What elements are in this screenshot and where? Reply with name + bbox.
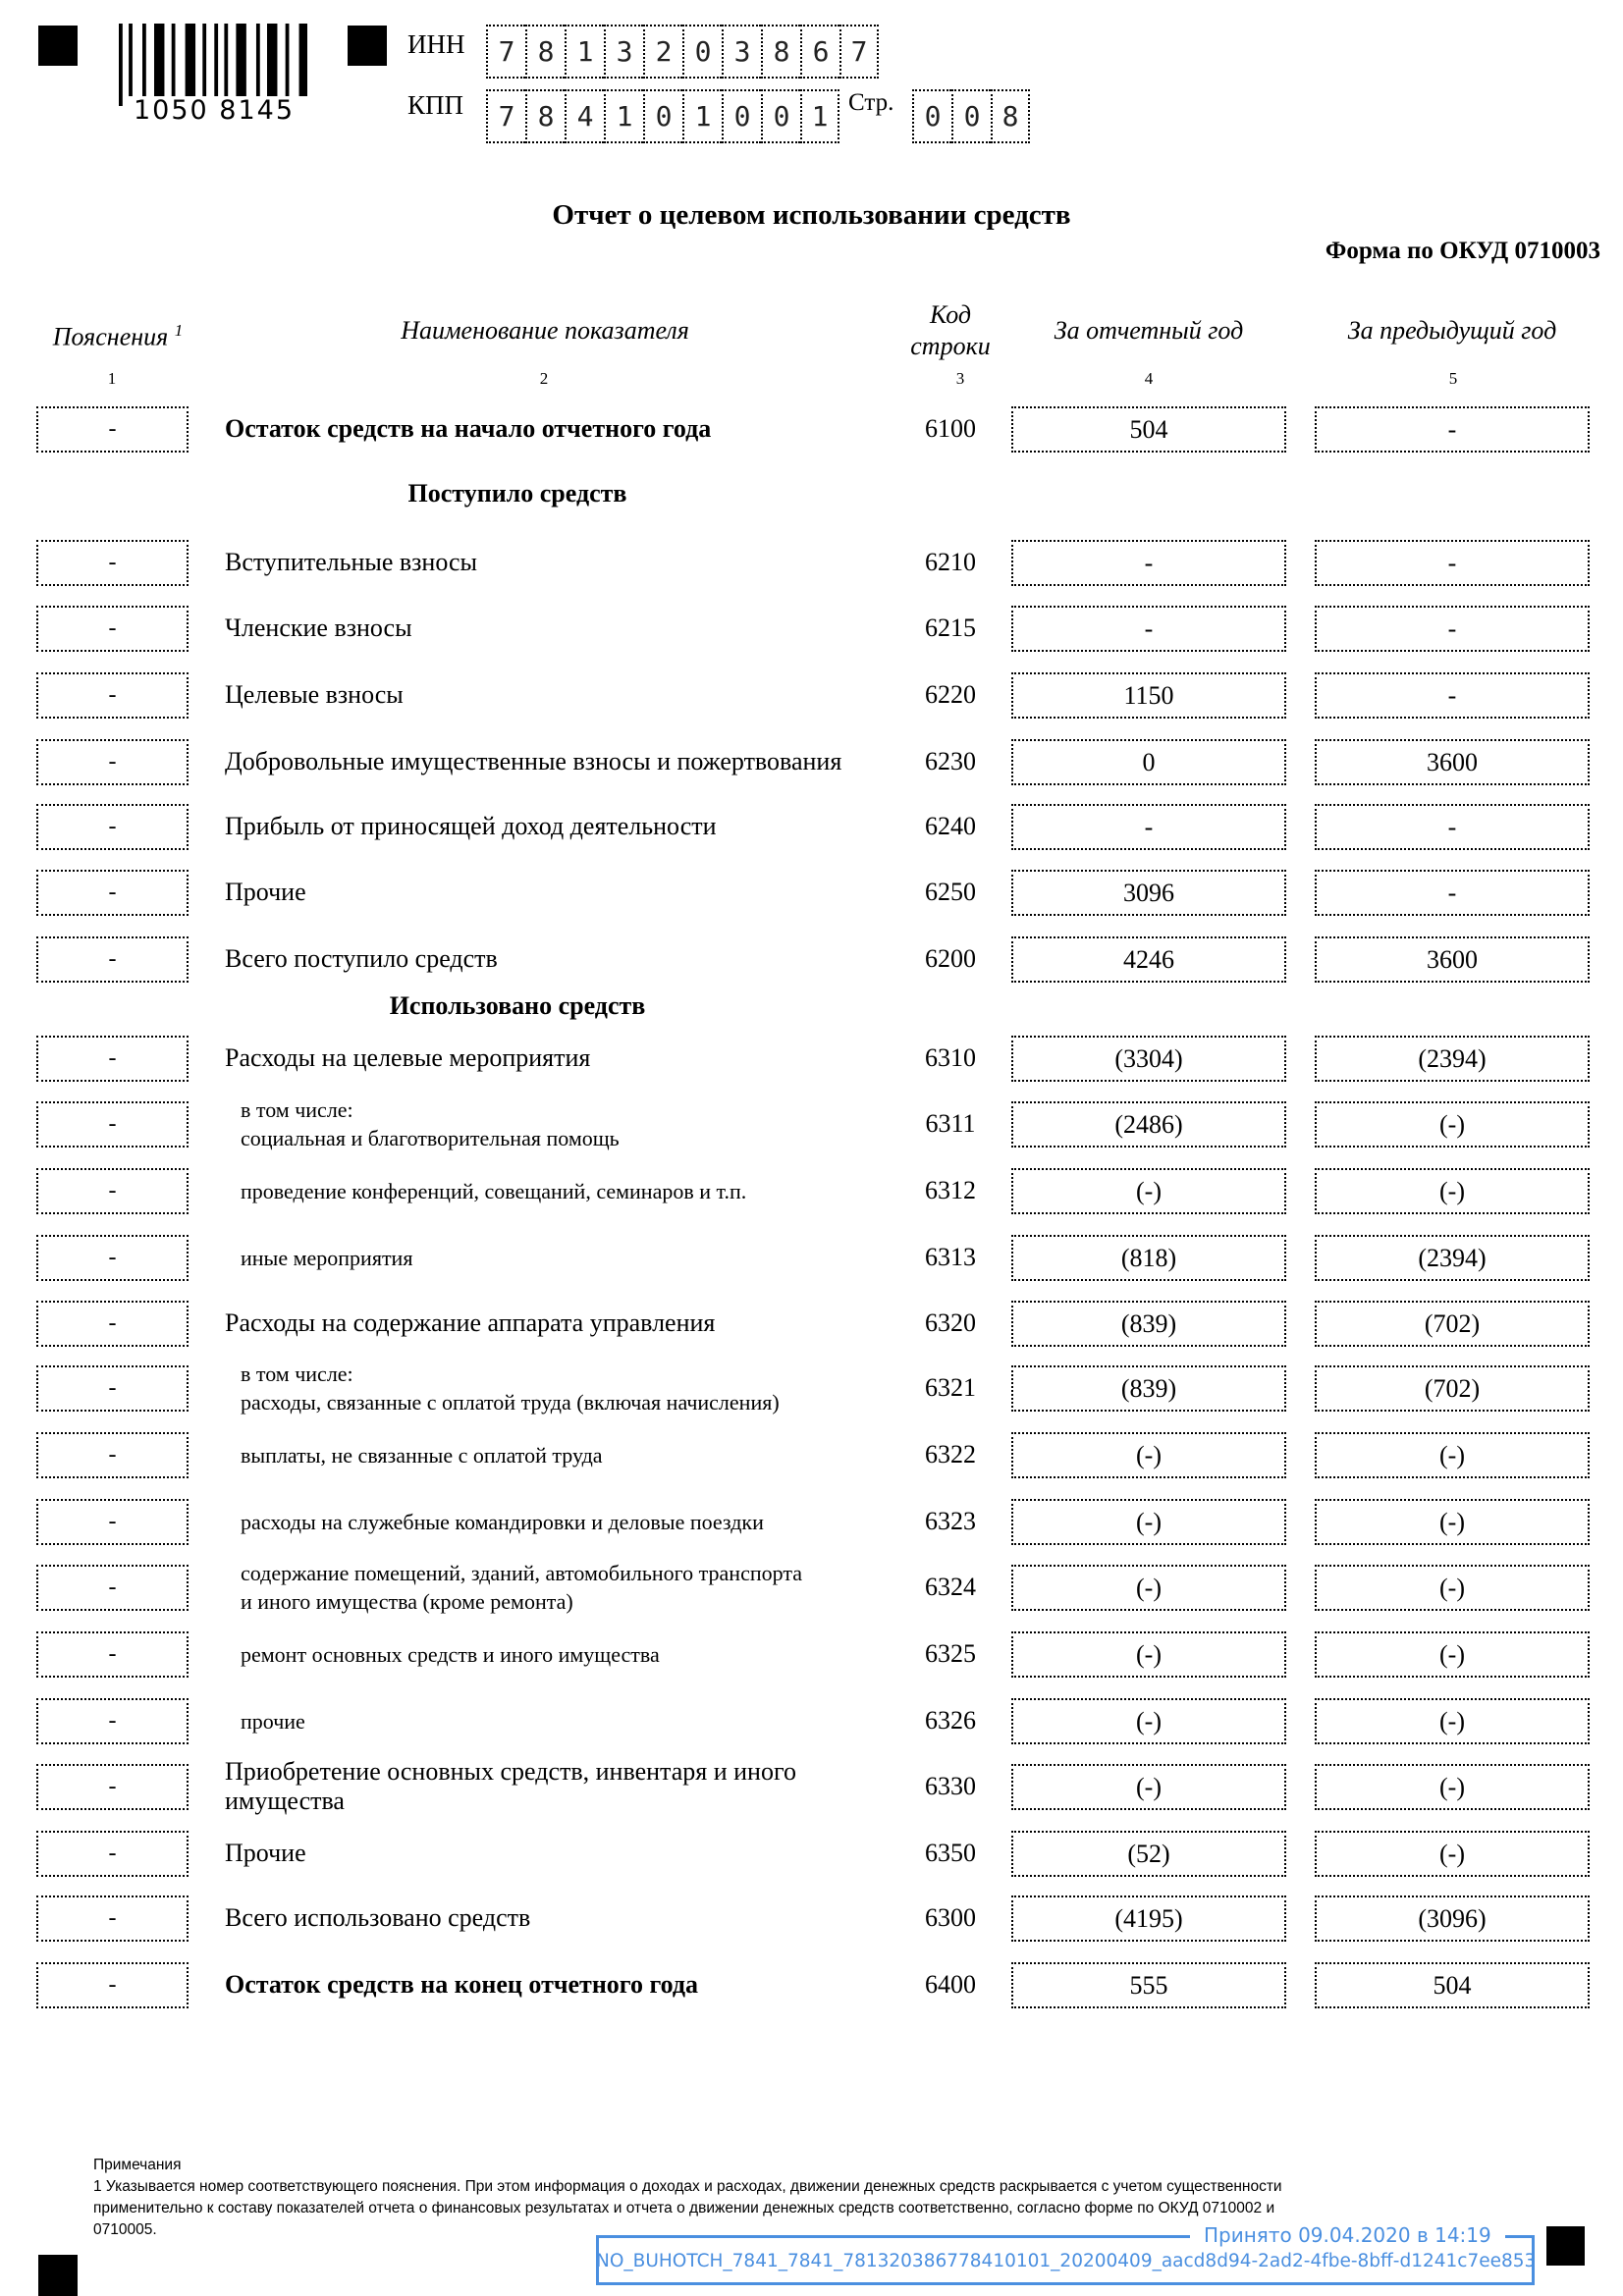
indicator-name-line: прочие: [241, 1708, 305, 1734]
indicator-name: [225, 737, 841, 786]
column-header-code: Код строки: [910, 300, 991, 360]
previous-year-value: (-): [1315, 1499, 1590, 1545]
previous-year-value: -: [1315, 804, 1590, 850]
column-header-indicator: Наименование показателя: [401, 316, 689, 345]
current-year-value: (-): [1011, 1168, 1286, 1214]
indicator-name: [225, 934, 498, 984]
previous-year-value: (-): [1315, 1565, 1590, 1611]
barcode-bar: [154, 24, 164, 96]
explanation-cell: -: [36, 1499, 189, 1545]
table-row: [0, 404, 1623, 454]
inn-label: ИНН: [407, 29, 465, 59]
indicator-name-line: иные мероприятия: [241, 1245, 413, 1270]
line-code: 6312: [925, 1176, 976, 1204]
kpp-digit: 0: [761, 89, 800, 143]
indicator-name: [225, 1299, 715, 1348]
column-number-2: 2: [539, 369, 549, 388]
table-row: [0, 802, 1623, 851]
indicator-name-line: Членские взносы: [225, 614, 412, 642]
section-heading-received: Поступило средств: [407, 479, 627, 507]
indicator-name: [225, 538, 477, 587]
barcode-bar: [224, 24, 228, 96]
footnote-marker: 1: [174, 321, 184, 340]
line-code: 6200: [925, 944, 976, 973]
previous-year-value: (-): [1315, 1432, 1590, 1478]
indicator-name-line: расходы на служебные командировки и деловые поездки: [241, 1509, 764, 1534]
previous-year-value: 3600: [1315, 936, 1590, 983]
line-code: 6210: [925, 548, 976, 576]
column-number-5: 5: [1448, 369, 1458, 388]
column-header-previous-year: За предыдущий год: [1347, 316, 1557, 345]
page-label: Стр.: [848, 89, 894, 116]
table-row: [0, 1629, 1623, 1679]
current-year-value: (-): [1011, 1565, 1286, 1611]
barcode-bar: [142, 24, 146, 96]
current-year-value: (2486): [1011, 1101, 1286, 1148]
explanation-cell: -: [36, 406, 189, 453]
table-row: [0, 1299, 1623, 1348]
current-year-value: -: [1011, 606, 1286, 652]
kpp-digit: 1: [682, 89, 722, 143]
form-code: Форма по ОКУД 0710003: [1325, 238, 1600, 264]
column-number-1: 1: [107, 369, 117, 388]
explanation-cell: -: [36, 1036, 189, 1082]
page-digit: 0: [951, 89, 991, 143]
indicator-name-line: Прочие: [225, 1839, 306, 1867]
previous-year-value: -: [1315, 606, 1590, 652]
inn-digit: 8: [525, 25, 565, 79]
indicator-name: [241, 1233, 412, 1282]
previous-year-value: 504: [1315, 1962, 1590, 2008]
indicator-name-line: и иного имущества (кроме ремонта): [241, 1589, 573, 1614]
table-row: [0, 1233, 1623, 1282]
indicator-name: [225, 670, 404, 720]
registration-mark-top-middle: [348, 26, 387, 66]
section-heading-used: Использовано средств: [389, 991, 646, 1020]
explanation-cell: -: [36, 1962, 189, 2008]
indicator-name: [241, 1563, 802, 1612]
indicator-name-line: Приобретение основных средств, инвентаря и иного: [225, 1757, 796, 1786]
current-year-value: (-): [1011, 1698, 1286, 1744]
kpp-digit: 1: [604, 89, 643, 143]
barcode-bar: [286, 24, 290, 96]
current-year-value: -: [1011, 804, 1286, 850]
explanation-cell: -: [36, 936, 189, 983]
previous-year-value: (3096): [1315, 1896, 1590, 1942]
previous-year-value: (-): [1315, 1831, 1590, 1877]
explanation-cell: -: [36, 739, 189, 785]
table-row: [0, 1829, 1623, 1878]
acceptance-stamp-filename: NO_BUHOTCH_7841_7841_781320386778410101_20200409_aacd8d94-2ad2-4fbe-8bff-d1241c7ee853: [596, 2251, 1537, 2271]
kpp-label: КПП: [407, 90, 464, 120]
previous-year-value: (-): [1315, 1168, 1590, 1214]
kpp-digit: 0: [643, 89, 682, 143]
indicator-name-line: ремонт основных средств и иного имущества: [241, 1641, 660, 1667]
current-year-value: 4246: [1011, 936, 1286, 983]
column-header-explanations: Пояснения $^1$: [52, 321, 184, 351]
line-code: 6240: [925, 812, 976, 840]
line-code: 6100: [925, 414, 976, 443]
explanation-cell: -: [36, 1301, 189, 1347]
current-year-value: 504: [1011, 406, 1286, 453]
indicator-name-line: Вступительные взносы: [225, 548, 478, 576]
table-row: [0, 1363, 1623, 1413]
indicator-name: [225, 868, 306, 917]
line-code: 6220: [925, 680, 976, 709]
page-digit: 0: [912, 89, 951, 143]
previous-year-value: (-): [1315, 1631, 1590, 1678]
table-row: [0, 1563, 1623, 1612]
previous-year-value: -: [1315, 540, 1590, 586]
table-row: [0, 1099, 1623, 1148]
indicator-name-line: Расходы на целевые мероприятия: [225, 1043, 591, 1072]
indicator-name: [241, 1497, 764, 1546]
indicator-name-line: Расходы на содержание аппарата управления: [225, 1308, 716, 1337]
current-year-value: 1150: [1011, 672, 1286, 719]
indicator-name: [225, 404, 711, 454]
explanation-cell: -: [36, 1101, 189, 1148]
previous-year-value: 3600: [1315, 739, 1590, 785]
note-line: 0710005.: [93, 2221, 157, 2238]
indicator-name-line: Прибыль от приносящей доход деятельности: [225, 812, 717, 840]
indicator-name-line: Всего использовано средств: [225, 1903, 531, 1932]
previous-year-value: (2394): [1315, 1235, 1590, 1281]
barcode-bar: [202, 24, 206, 96]
explanation-cell: -: [36, 870, 189, 916]
line-code: 6322: [925, 1440, 976, 1468]
current-year-value: (-): [1011, 1631, 1286, 1678]
table-row: [0, 670, 1623, 720]
line-code: 6250: [925, 878, 976, 906]
page-number-field: [912, 89, 1030, 143]
table-row: [0, 1497, 1623, 1546]
explanation-cell: -: [36, 1365, 189, 1412]
indicator-name: [225, 1960, 698, 2009]
current-year-value: (818): [1011, 1235, 1286, 1281]
kpp-field: [486, 89, 839, 143]
table-row: [0, 1696, 1623, 1745]
explanation-cell: -: [36, 1698, 189, 1744]
previous-year-value: (702): [1315, 1365, 1590, 1412]
acceptance-stamp-title: Принято 09.04.2020 в 14:19: [1190, 2222, 1505, 2248]
line-code: 6215: [925, 614, 976, 642]
current-year-value: (839): [1011, 1301, 1286, 1347]
inn-digit: 1: [565, 25, 604, 79]
inn-digit: 8: [761, 25, 800, 79]
barcode-bar: [172, 24, 176, 96]
previous-year-value: (-): [1315, 1764, 1590, 1810]
registration-mark-bottom-right: [1546, 2226, 1585, 2266]
table-row: [0, 737, 1623, 786]
indicator-name: [241, 1629, 660, 1679]
table-row: [0, 538, 1623, 587]
barcode-bar: [299, 24, 307, 96]
indicator-name-line: социальная и благотворительная помощь: [241, 1126, 620, 1150]
explanation-cell: -: [36, 540, 189, 586]
line-code: 6230: [925, 747, 976, 775]
line-code: 6400: [925, 1970, 976, 1999]
indicator-name-line: Прочие: [225, 878, 306, 906]
column-number-4: 4: [1144, 369, 1154, 388]
current-year-value: (52): [1011, 1831, 1286, 1877]
previous-year-value: -: [1315, 406, 1590, 453]
barcode-bar: [256, 24, 260, 96]
indicator-name: [225, 1034, 590, 1083]
indicator-name: [241, 1696, 305, 1745]
barcode-number: 1050 8145: [126, 96, 302, 126]
line-code: 6320: [925, 1308, 976, 1337]
line-code: 6310: [925, 1043, 976, 1072]
page-title: Отчет о целевом использовании средств: [552, 199, 1071, 231]
line-code: 6326: [925, 1706, 976, 1735]
explanation-cell: -: [36, 1235, 189, 1281]
barcode-bar: [186, 24, 195, 96]
line-code: 6321: [925, 1373, 976, 1402]
table-row: [0, 604, 1623, 653]
indicator-name: [225, 604, 412, 653]
previous-year-value: -: [1315, 870, 1590, 916]
indicator-name-line: проведение конференций, совещаний, семинаров и т.п.: [241, 1178, 747, 1203]
indicator-name-line: Целевые взносы: [225, 680, 404, 709]
indicator-name: [225, 1757, 796, 1815]
line-code: 6350: [925, 1839, 976, 1867]
inn-digit: 7: [839, 25, 879, 79]
explanation-cell: -: [36, 804, 189, 850]
previous-year-value: (702): [1315, 1301, 1590, 1347]
table-row: [0, 1894, 1623, 1943]
kpp-digit: 0: [722, 89, 761, 143]
kpp-digit: 4: [565, 89, 604, 143]
indicator-name-line: расходы, связанные с оплатой труда (включая начисления): [241, 1390, 780, 1415]
inn-digit: 3: [604, 25, 643, 79]
table-row: [0, 868, 1623, 917]
explanation-cell: -: [36, 1168, 189, 1214]
table-row: [0, 1166, 1623, 1215]
note-line: 1 Указывается номер соответствующего пояснения. При этом информация о доходах и расходах, движении денежных средств раскрывается с учетом существенности: [93, 2178, 1282, 2195]
table-row: [0, 1960, 1623, 2009]
line-code: 6330: [925, 1772, 976, 1800]
current-year-value: (3304): [1011, 1036, 1286, 1082]
column-header-current-year: За отчетный год: [1054, 316, 1244, 345]
line-code: 6324: [925, 1573, 976, 1601]
current-year-value: -: [1011, 540, 1286, 586]
registration-mark-bottom-left: [38, 2255, 78, 2296]
current-year-value: (4195): [1011, 1896, 1286, 1942]
line-code: 6313: [925, 1243, 976, 1271]
inn-digit: 0: [682, 25, 722, 79]
indicator-name-line: Всего поступило средств: [225, 944, 498, 973]
indicator-name: [241, 1363, 780, 1413]
previous-year-value: (2394): [1315, 1036, 1590, 1082]
indicator-name-line: содержание помещений, зданий, автомобильного транспорта: [241, 1561, 802, 1585]
indicator-name-line: имущества: [225, 1787, 345, 1815]
indicator-name-line: Остаток средств на начало отчетного года: [225, 414, 712, 443]
barcode-bar: [214, 24, 218, 96]
previous-year-value: (-): [1315, 1101, 1590, 1148]
explanation-cell: -: [36, 1831, 189, 1877]
inn-digit: 6: [800, 25, 839, 79]
current-year-value: (-): [1011, 1499, 1286, 1545]
barcode-icon: [119, 24, 307, 106]
line-code: 6323: [925, 1507, 976, 1535]
explanation-cell: -: [36, 1764, 189, 1810]
kpp-digit: 1: [800, 89, 839, 143]
current-year-value: 0: [1011, 739, 1286, 785]
column-number-3: 3: [955, 369, 965, 388]
line-code: 6311: [925, 1109, 976, 1138]
explanation-cell: -: [36, 1565, 189, 1611]
indicator-name-line: Остаток средств на конец отчетного года: [225, 1970, 699, 1999]
indicator-name: [225, 802, 717, 851]
current-year-value: (839): [1011, 1365, 1286, 1412]
indicator-name: [225, 1829, 306, 1878]
barcode-bar: [267, 24, 277, 96]
current-year-value: (-): [1011, 1764, 1286, 1810]
indicator-name: [225, 1894, 530, 1943]
table-row: [0, 1430, 1623, 1479]
previous-year-value: -: [1315, 672, 1590, 719]
notes-heading: Примечания: [93, 2157, 182, 2173]
inn-digit: 7: [486, 25, 525, 79]
explanation-cell: -: [36, 1631, 189, 1678]
explanation-cell: -: [36, 1896, 189, 1942]
inn-digit: 3: [722, 25, 761, 79]
note-line: применительно к составу показателей отчета о финансовых результатах и отчета о движении денежных средств соответственно, согласно форме по ОКУД 0710002 и: [93, 2200, 1275, 2216]
indicator-name-line: выплаты, не связанные с оплатой труда: [241, 1442, 603, 1468]
line-code: 6325: [925, 1639, 976, 1668]
inn-digit: 2: [643, 25, 682, 79]
indicator-name-line: Добровольные имущественные взносы и пожертвования: [225, 747, 842, 775]
kpp-digit: 7: [486, 89, 525, 143]
inn-field: [486, 25, 879, 79]
registration-mark-top-left: [38, 26, 78, 66]
explanation-cell: -: [36, 672, 189, 719]
current-year-value: (-): [1011, 1432, 1286, 1478]
table-row: [0, 934, 1623, 984]
indicator-name-line: в том числе:: [241, 1362, 353, 1386]
current-year-value: 555: [1011, 1962, 1286, 2008]
indicator-name: [241, 1166, 746, 1215]
page-digit: 8: [991, 89, 1030, 143]
indicator-name: [241, 1430, 603, 1479]
indicator-name: [241, 1099, 620, 1148]
table-row: [0, 1034, 1623, 1083]
barcode-bar: [119, 24, 123, 106]
explanation-cell: -: [36, 606, 189, 652]
line-code: 6300: [925, 1903, 976, 1932]
current-year-value: 3096: [1011, 870, 1286, 916]
table-row: [0, 1757, 1623, 1815]
previous-year-value: (-): [1315, 1698, 1590, 1744]
barcode-bar: [236, 24, 245, 96]
barcode-bar: [129, 24, 133, 106]
indicator-name-line: в том числе:: [241, 1097, 353, 1122]
explanation-cell: -: [36, 1432, 189, 1478]
kpp-digit: 8: [525, 89, 565, 143]
